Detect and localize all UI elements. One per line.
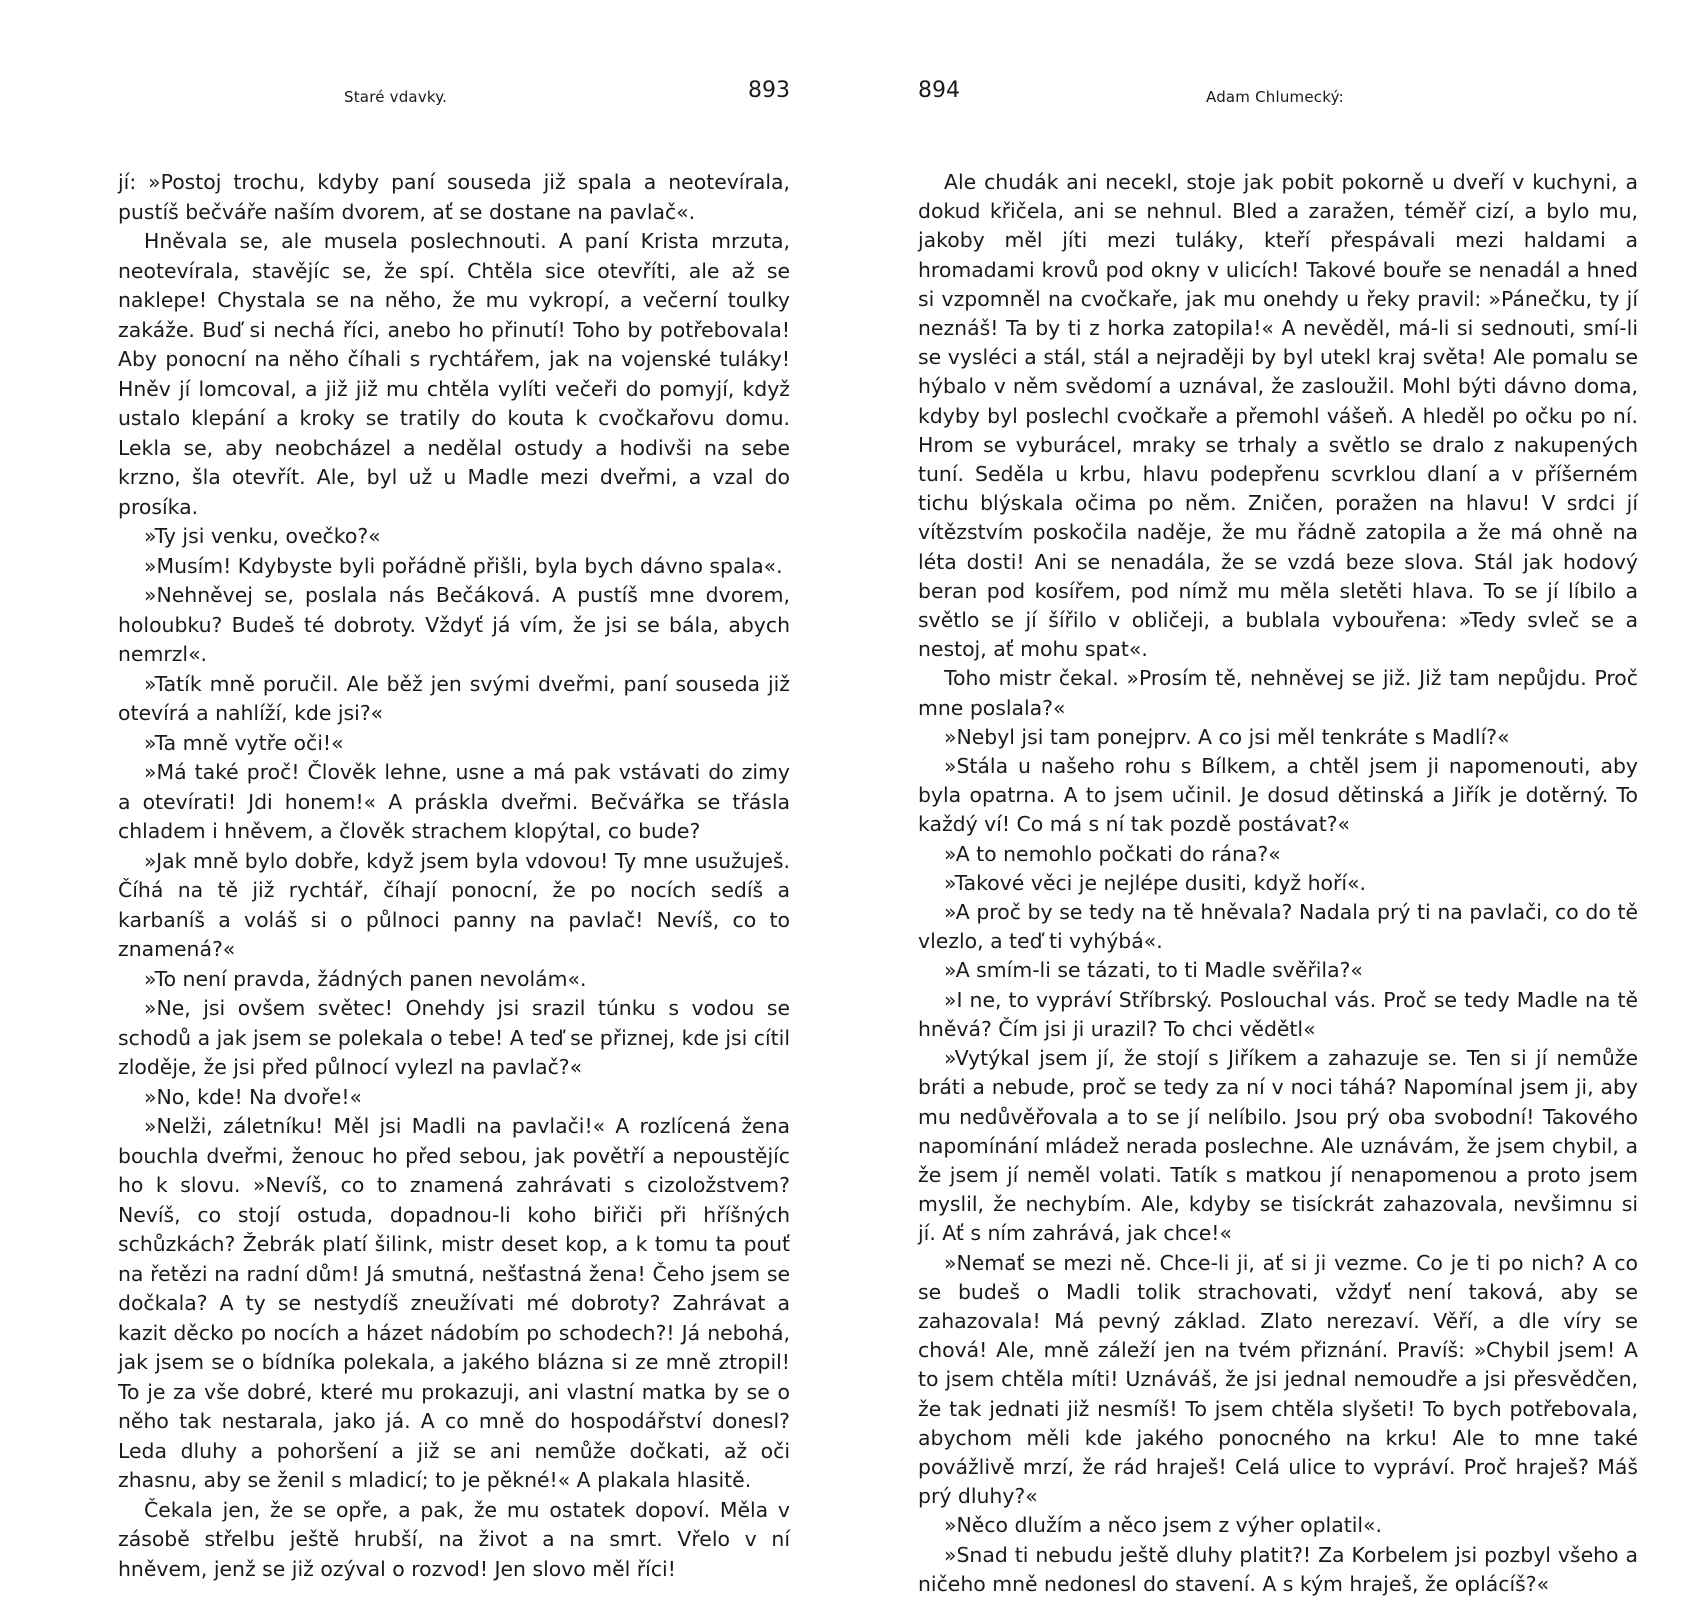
paragraph: »A proč by se tedy na tě hněvala? Nadala prý ti na pavlači, co do tě vlezlo, a teď ti vyhýbá«. [918,900,1638,954]
paragraph: »Takové věci je nejlépe dusiti, když hoří«. [944,870,1366,895]
paragraph: »Musím! Kdybyste byli pořádně přišli, byla bych dávno spala«. [144,553,783,578]
left-body-text [118,168,790,1584]
right-running-head [918,78,1638,118]
paragraph: »No, kde! Na dvoře!« [144,1084,362,1109]
left-page [118,78,790,1584]
paragraph: Hněvala se, ale musela poslechnouti. A paní Krista mrzuta, neotevírala, stavějíc se, že spí. Chtěla sice otevříti, ale až se naklepe! Chystala se na něho, že mu vykropí, a večerní toulky zakáže. Buď si nechá říci, anebo ho přinutí! Toho by potřebovala! Aby ponocní na něho číhali s rychtářem, jak na vojenské tuláky! Hněv jí lomcoval, a již již mu chtěla vylíti večeři do pomyjí, když ustalo klepání a kroky se tratily do kouta k cvočkařovu domu. Lekla se, aby neobcházel a nedělal ostudy a hodivši na sebe krzno, šla otevřít. Ale, byl už u Madle mezi dveřmi, a vzal do prosíka. [118,229,790,519]
right-page [918,78,1638,1599]
paragraph: »Má také proč! Člověk lehne, usne a má pak vstávati do zimy a otevírati! Jdi honem!« A práskla dveřmi. Bečvářka se třásla chladem i hněvem, a člověk strachem klopýtal, co bude? [118,760,790,843]
paragraph: »Nebyl jsi tam ponejprv. A co jsi měl tenkráte s Madlí?« [944,724,1510,749]
paragraph: »Ty jsi venku, ovečko?« [144,524,381,548]
left-running-title: Staré vdavky. [344,88,448,106]
left-running-head [118,78,790,118]
paragraph: jí: »Postoj trochu, kdyby paní souseda již spala a neotevírala, pustíš bečváře naším dvorem, ať se dostane na pavlač«. [118,170,790,224]
paragraph: »Vytýkal jsem jí, že stojí s Jiříkem a zahazuje se. Ten si jí nemůže bráti a nebude, proč se tedy za ní v noci táhá? Napomínal jsem ji, aby mu nedůvěřovala a to se jí nelíbilo. Jsou prý oba svobodní! Takového napomínání mládež nerada poslechne. Ale uznávám, že jsem chybil, a že jsem jí neměl volati. Tatík s matkou jí nenapomenou a proto jsem myslil, že nechybím. Ale, kdyby se tisíckrát zahazovala, nevšimnu si jí. Ať s ním zahrává, jak chce!« [918,1046,1638,1246]
left-page-number: 893 [748,78,790,103]
paragraph: »Jak mně bylo dobře, když jsem byla vdovou! Ty mne usužuješ. Číhá na tě již rychtář, číhají ponocní, že po nocích sedíš a karbaníš a voláš si o půlnoci panny na pavlač! Nevíš, co to znamená?« [118,848,790,961]
paragraph: »To není pravda, žádných panen nevolám«. [144,966,587,991]
paragraph: »Stála u našeho rohu s Bílkem, a chtěl jsem ji napomenouti, aby byla opatrna. A to jsem učinil. Je dosud dětinská a Jiřík je dotěrný. To každý ví! Co má s ní tak pozdě postávat?« [918,754,1638,837]
right-body-text [918,168,1638,1599]
paragraph: »Nemať se mezi ně. Chce-li ji, ať si ji vezme. Co je ti po nich? A co se budeš o Madli tolik strachovati, vždyť není taková, aby se zahazovala! Má pevný základ. Zlato nerezaví. Věří, a dle víry se chová! Ale, mně záleží jen na tvém přiznání. Pravíš: »Chybil jsem! A to jsem chtěla míti! Uznáváš, že jsi jednal nemoudře a jsi přesvědčen, že tak jednati již nesmíš! To jsem chtěla slyšeti! To bych potřebovala, abychom měli kde jakého ponocného na krku! Ale to mne také povážlivě mrzí, že rád hraješ! Celá ulice to vypráví. Proč hraješ? Máš prý dluhy?« [918,1250,1638,1509]
paragraph: »Ta mně vytře oči!« [144,730,344,755]
paragraph: »I ne, to vypráví Stříbrský. Poslouchal vás. Proč se tedy Madle na tě hněvá? Čím jsi ji urazil? To chci vědětl« [918,987,1638,1041]
paragraph: »Nehněvej se, poslala nás Bečáková. A pustíš mne dvorem, holoubku? Budeš té dobroty. Vždyť já vím, že jsi se bála, abych nemrzl«. [118,583,790,666]
paragraph: Toho mistr čekal. »Prosím tě, nehněvej se již. Již tam nepůjdu. Proč mne poslala?« [918,666,1638,720]
paragraph: »A smím-li se tázati, to ti Madle svěřila?« [944,958,1363,983]
paragraph: »A to nemohlo počkati do rána?« [944,841,1281,866]
paragraph: »Snad ti nebudu ještě dluhy platit?! Za Korbelem jsi pozbyl všeho a ničeho mně nedonesl do stavení. A s kým hraješ, že oplácíš?« [918,1542,1638,1596]
paragraph: Ale chudák ani necekl, stoje jak pobit pokorně u dveří v kuchyni, a dokud křičela, ani se nehnul. Bled a zaražen, téměř cizí, a bylo mu, jakoby měl jíti mezi tuláky, kteří přespávali mezi haldami a hromadami krovů pod okny v ulicích! Takové bouře se nenadál a hned si vzpomněl na cvočkaře, jak mu onehdy u řeky pravil: »Pánečku, ty jí neznáš! Ta by ti z horka zatopila!« A nevěděl, má-li si sednouti, smí-li se vysléci a stál, stál a nejraději by byl utekl kraj světa! Ale pomalu se hýbalo v něm svědomí a uznával, že zasloužil. Mohl býti dávno doma, kdyby byl poslechl cvočkaře a přemohl vášeň. A hleděl po očku po ní. Hrom se vyburácel, mraky se trhaly a světlo se dralo z nakupených tuní. Seděla u krbu, hlavu podepřenu scvrklou dlaní a v příšerném tichu blýskala očima po něm. Zničen, poražen na hlavu! V srdci jí vítězstvím poskočila naděje, že mu řádně zatopila a že má ohně na léta dosti! Ani se nenadála, že se vzdá beze slova. Stál jak hodový beran pod kosířem, pod nímž mu měla sletěti hlava. To se jí líbilo a světlo se jí šířilo v obličeji, a bublala vybouřena: »Tedy svleč se a nestoj, ať mohu spat«. [918,170,1638,662]
paragraph: »Něco dlužím a něco jsem z výher oplatil«. [944,1513,1382,1538]
right-running-title: Adam Chlumecký: [1206,88,1344,106]
paragraph: Čekala jen, že se opře, a pak, že mu ostatek dopoví. Měla v zásobě střelbu ještě hrubší, na život a na smrt. Vřelo v ní hněvem, jenž se již ozýval o rozvod! Jen slovo měl říci! [118,1497,790,1581]
paragraph: »Tatík mně poručil. Ale běž jen svými dveřmi, paní souseda již otevírá a nahlíží, kde jsi?« [118,671,790,725]
paragraph: »Nelži, záletníku! Měl jsi Madli na pavlači!« A rozlícená žena bouchla dveřmi, ženouc ho před sebou, jak povětří a nepoustějíc ho k slovu. »Nevíš, co to znamená zahrávati s cizoložstvem? Nevíš, co stojí ostuda, dopadnou-li koho biřiči při hříšných schůzkách? Žebrák platí šilink, mistr deset kop, a k tomu ta pouť na řetězi na radní dům! Já smutná, nešťastná žena! Čeho jsem se dočkala? A ty se nestydíš zneužívati mé dobroty? Zahrávat a kazit děcko po nocích a házet nádobím po schodech?! Já nebohá, jak jsem se o bídníka polekala, a jakého blázna si ze mně ztropil! To je za vše dobré, které mu prokazuji, ani vlastní matka by se o něho tak nestarala, jako já. A co mně do hospodářství donesl? Leda dluhy a pohoršení a již se ani nemůže dočkati, až oči zhasnu, aby se ženil s mladicí; to je pěkné!« A plakala hlasitě. [118,1114,790,1492]
paragraph: »Ne, jsi ovšem světec! Onehdy jsi srazil túnku s vodou se schodů a jak jsem se polekala o tebe! A teď se přiznej, kde jsi cítil zloděje, že jsi před půlnocí vylezl na pavlač?« [118,996,790,1079]
right-page-number: 894 [918,78,960,103]
